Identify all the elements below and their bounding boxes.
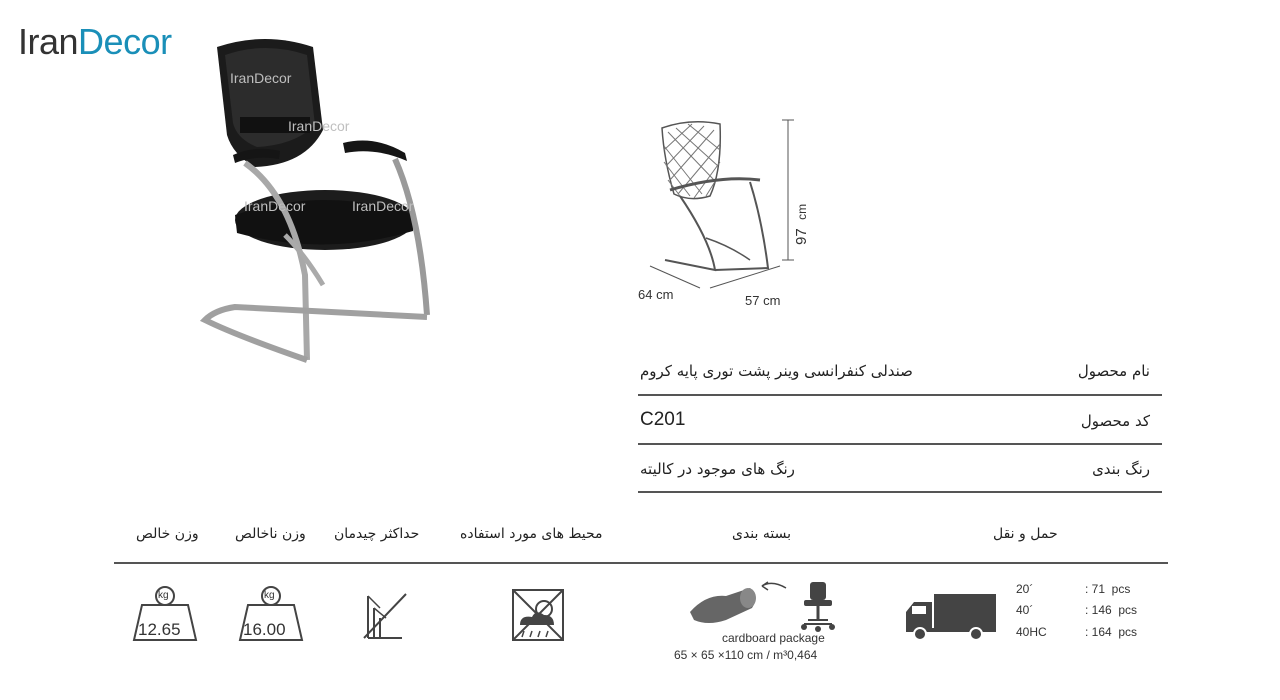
shipping-container: 20´ [1016, 582, 1034, 596]
watermark: IranDecor [230, 70, 292, 86]
spec-value: C201 [640, 409, 686, 430]
header-net-weight: وزن خالص [136, 526, 199, 542]
dimension-width: 57 cm [745, 293, 781, 308]
spec-value: صندلی کنفرانسی وینر پشت توری پایه کروم [640, 362, 913, 380]
brand-part1: Iran [18, 21, 79, 62]
shipping-container: 40HC [1016, 625, 1047, 639]
divider [638, 443, 1162, 445]
header-transport: حمل و نقل [993, 526, 1058, 542]
height-value: 97 [793, 228, 810, 245]
spec-value: رنگ های موجود در کالیته [640, 460, 795, 478]
stacking-icon [360, 590, 410, 642]
divider [638, 394, 1162, 396]
divider [114, 562, 1168, 564]
dimension-depth: 64 cm [638, 287, 674, 302]
brand-logo [18, 22, 172, 62]
truck-icon [904, 592, 998, 642]
divider [638, 491, 1162, 493]
header-max-stack: حداکثر چیدمان [334, 526, 420, 542]
brand-part2: Decor [78, 21, 172, 62]
dimension-height [793, 195, 823, 255]
package-label: cardboard package [722, 631, 825, 645]
spec-row-product-code [638, 400, 1162, 444]
shipping-container: 40´ [1016, 603, 1034, 617]
watermark: IranDecor [244, 198, 306, 214]
net-weight-value: 12.65 [138, 620, 181, 639]
spec-row-product-name [638, 350, 1162, 394]
cardboard-package-icon [686, 574, 846, 636]
spec-label: کد محصول [1080, 412, 1150, 430]
header-packaging: بسته بندی [732, 526, 791, 542]
height-unit: cm [795, 203, 809, 220]
spec-label: نام محصول [1077, 362, 1150, 380]
package-dimensions: 65 × 65 ×110 cm / m³0,464 [674, 648, 818, 662]
kg-label: kg [264, 590, 275, 601]
watermark: IranDecor [288, 118, 350, 134]
spec-label: رنگ بندی [1092, 460, 1150, 478]
shipping-qty: : 146 pcs [1085, 603, 1138, 617]
header-gross-weight: وزن ناخالص [235, 526, 306, 542]
gross-weight-value: 16.00 [243, 620, 286, 639]
outdoor-prohibited-icon [510, 587, 566, 643]
shipping-qty: : 71 pcs [1085, 582, 1131, 596]
kg-label: kg [158, 590, 169, 601]
spec-row-colors [638, 448, 1162, 492]
watermark: IranDecor [352, 198, 414, 214]
header-environments: محیط های مورد استفاده [460, 526, 603, 542]
shipping-qty: : 164 pcs [1085, 625, 1138, 639]
